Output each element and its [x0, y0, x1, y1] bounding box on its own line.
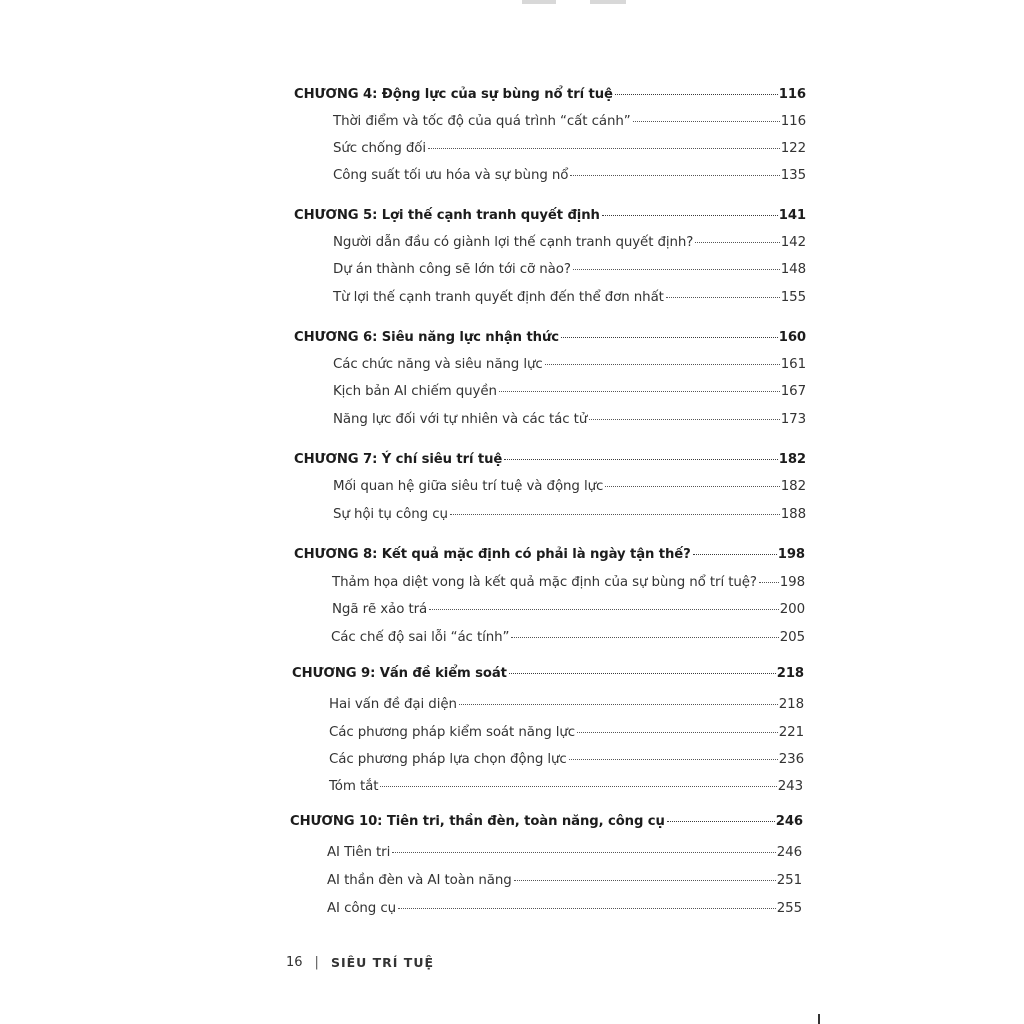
toc-entry-page-number: 160 — [778, 330, 806, 345]
toc-entry-page-number: 141 — [778, 208, 806, 223]
toc-entry-page-number: 148 — [780, 262, 806, 277]
toc-section-entry — [332, 575, 805, 590]
toc-entry-page-number: 161 — [780, 357, 806, 372]
dot-leader — [392, 852, 776, 853]
toc-section-entry — [329, 779, 803, 794]
toc-entry-title: CHƯƠNG 5: Lợi thế cạnh tranh quyết định — [294, 208, 600, 223]
toc-entry-page-number: 198 — [777, 547, 805, 562]
toc-entry-page-number: 142 — [780, 235, 806, 250]
toc-entry-page-number: 205 — [779, 630, 805, 645]
toc-section-entry — [329, 752, 804, 767]
dot-leader — [605, 486, 779, 487]
toc-entry-page-number: 218 — [776, 666, 804, 681]
toc-entry-title: Thảm họa diệt vong là kết quả mặc định của sự bùng nổ trí tuệ? — [332, 575, 757, 590]
dot-leader — [545, 364, 780, 365]
toc-entry-title: Hai vấn đề đại diện — [329, 697, 457, 712]
toc-section-entry — [327, 845, 802, 860]
toc-entry-title: Công suất tối ưu hóa và sự bùng nổ — [333, 168, 569, 183]
toc-section-entry — [329, 725, 804, 740]
dot-leader — [695, 242, 779, 243]
toc-entry-page-number: 155 — [780, 290, 806, 305]
toc-entry-title: Mối quan hệ giữa siêu trí tuệ và động lực — [333, 479, 604, 494]
toc-entry-page-number: 255 — [776, 901, 802, 916]
toc-entry-page-number: 200 — [779, 602, 805, 617]
toc-section-entry — [333, 507, 806, 522]
dot-leader — [570, 175, 779, 176]
dot-leader — [398, 908, 776, 909]
toc-entry-page-number: 221 — [778, 725, 804, 740]
toc-chapter-entry — [294, 87, 806, 102]
toc-section-entry — [332, 602, 805, 617]
toc-chapter-entry — [292, 666, 804, 681]
toc-entry-title: Các chế độ sai lỗi “ác tính” — [331, 630, 510, 645]
toc-section-entry — [333, 262, 806, 277]
toc-entry-title: AI công cụ — [327, 901, 397, 916]
toc-entry-title: Thời điểm và tốc độ của quá trình “cất cánh” — [333, 114, 631, 129]
toc-entry-page-number: 116 — [778, 87, 806, 102]
toc-section-entry — [333, 479, 806, 494]
dot-leader — [509, 673, 776, 674]
dot-leader — [666, 297, 780, 298]
toc-entry-title: CHƯƠNG 10: Tiên tri, thần đèn, toàn năng, công cụ — [290, 814, 665, 829]
toc-entry-page-number: 236 — [778, 752, 804, 767]
dot-leader — [428, 148, 780, 149]
toc-entry-page-number: 116 — [780, 114, 806, 129]
toc-entry-title: CHƯƠNG 8: Kết quả mặc định có phải là ngày tận thế? — [294, 547, 691, 562]
toc-entry-page-number: 122 — [780, 141, 806, 156]
toc-section-entry — [333, 235, 806, 250]
toc-entry-title: AI Tiên tri — [327, 845, 391, 860]
dot-leader — [380, 786, 776, 787]
toc-chapter-entry — [294, 330, 806, 345]
toc-chapter-entry — [294, 208, 806, 223]
toc-entry-page-number: 188 — [780, 507, 806, 522]
toc-entry-page-number: 246 — [776, 845, 802, 860]
dot-leader — [577, 732, 778, 733]
toc-section-entry — [331, 630, 805, 645]
toc-entry-title: Sự hội tụ công cụ — [333, 507, 448, 522]
toc-section-entry — [327, 873, 802, 888]
toc-entry-title: Dự án thành công sẽ lớn tới cỡ nào? — [333, 262, 571, 277]
dot-leader — [667, 821, 775, 822]
toc-section-entry — [333, 168, 806, 183]
toc-chapter-entry — [294, 452, 806, 467]
toc-entry-title: Kịch bản AI chiếm quyền — [333, 384, 497, 399]
toc-entry-title: CHƯƠNG 7: Ý chí siêu trí tuệ — [294, 452, 503, 467]
footer-page-number: 16 — [286, 955, 303, 970]
dot-leader — [499, 391, 780, 392]
toc-entry-page-number: 243 — [777, 779, 803, 794]
toc-entry-page-number: 251 — [776, 873, 802, 888]
toc-section-entry — [333, 114, 806, 129]
toc-entry-title: Từ lợi thế cạnh tranh quyết định đến thể đơn nhất — [333, 290, 664, 305]
dot-leader — [573, 269, 780, 270]
dot-leader — [693, 554, 777, 555]
dot-leader — [602, 215, 778, 216]
dot-leader — [759, 582, 779, 583]
toc-entry-title: Sức chống đối — [333, 141, 427, 156]
toc-entry-title: AI thần đèn và AI toàn năng — [327, 873, 512, 888]
toc-entry-title: Ngã rẽ xảo trá — [332, 602, 428, 617]
dot-leader — [615, 94, 778, 95]
toc-entry-title: CHƯƠNG 6: Siêu năng lực nhận thức — [294, 330, 559, 345]
page-edge-tick — [818, 1014, 820, 1024]
dot-leader — [514, 880, 776, 881]
toc-entry-page-number: 218 — [778, 697, 804, 712]
toc-chapter-entry — [294, 547, 805, 562]
toc-entry-title: Các chức năng và siêu năng lực — [333, 357, 543, 372]
toc-entry-title: Các phương pháp kiểm soát năng lực — [329, 725, 576, 740]
footer-separator: | — [314, 955, 319, 970]
toc-section-entry — [333, 412, 806, 427]
dot-leader — [561, 337, 778, 338]
toc-entry-title: Các phương pháp lựa chọn động lực — [329, 752, 567, 767]
toc-entry-title: Người dẫn đầu có giành lợi thế cạnh tranh quyết định? — [333, 235, 694, 250]
dot-leader — [459, 704, 778, 705]
dot-leader — [429, 609, 779, 610]
toc-entry-title: Năng lực đối với tự nhiên và các tác tử — [333, 412, 588, 427]
dot-leader — [589, 419, 780, 420]
toc-section-entry — [333, 357, 806, 372]
toc-entry-page-number: 167 — [780, 384, 806, 399]
toc-section-entry — [329, 697, 804, 712]
toc-entry-page-number: 182 — [780, 479, 806, 494]
toc-entry-title: Tóm tắt — [329, 779, 379, 794]
dot-leader — [511, 637, 778, 638]
dot-leader — [504, 459, 778, 460]
toc-entry-page-number: 182 — [778, 452, 806, 467]
toc-entry-page-number: 246 — [775, 814, 803, 829]
footer-book-title: SIÊU TRÍ TUỆ — [330, 955, 435, 970]
toc-section-entry — [333, 384, 806, 399]
toc-section-entry — [333, 290, 806, 305]
dot-leader — [450, 514, 780, 515]
toc-section-entry — [333, 141, 806, 156]
toc-entry-page-number: 173 — [780, 412, 806, 427]
page-footer — [286, 955, 434, 970]
toc-entry-page-number: 135 — [780, 168, 806, 183]
toc-chapter-entry — [290, 814, 803, 829]
toc-section-entry — [327, 901, 802, 916]
dot-leader — [633, 121, 780, 122]
toc-entry-title: CHƯƠNG 4: Động lực của sự bùng nổ trí tuệ — [294, 87, 613, 102]
toc-entry-page-number: 198 — [779, 575, 805, 590]
dot-leader — [569, 759, 778, 760]
toc-entry-title: CHƯƠNG 9: Vấn đề kiểm soát — [292, 666, 507, 681]
